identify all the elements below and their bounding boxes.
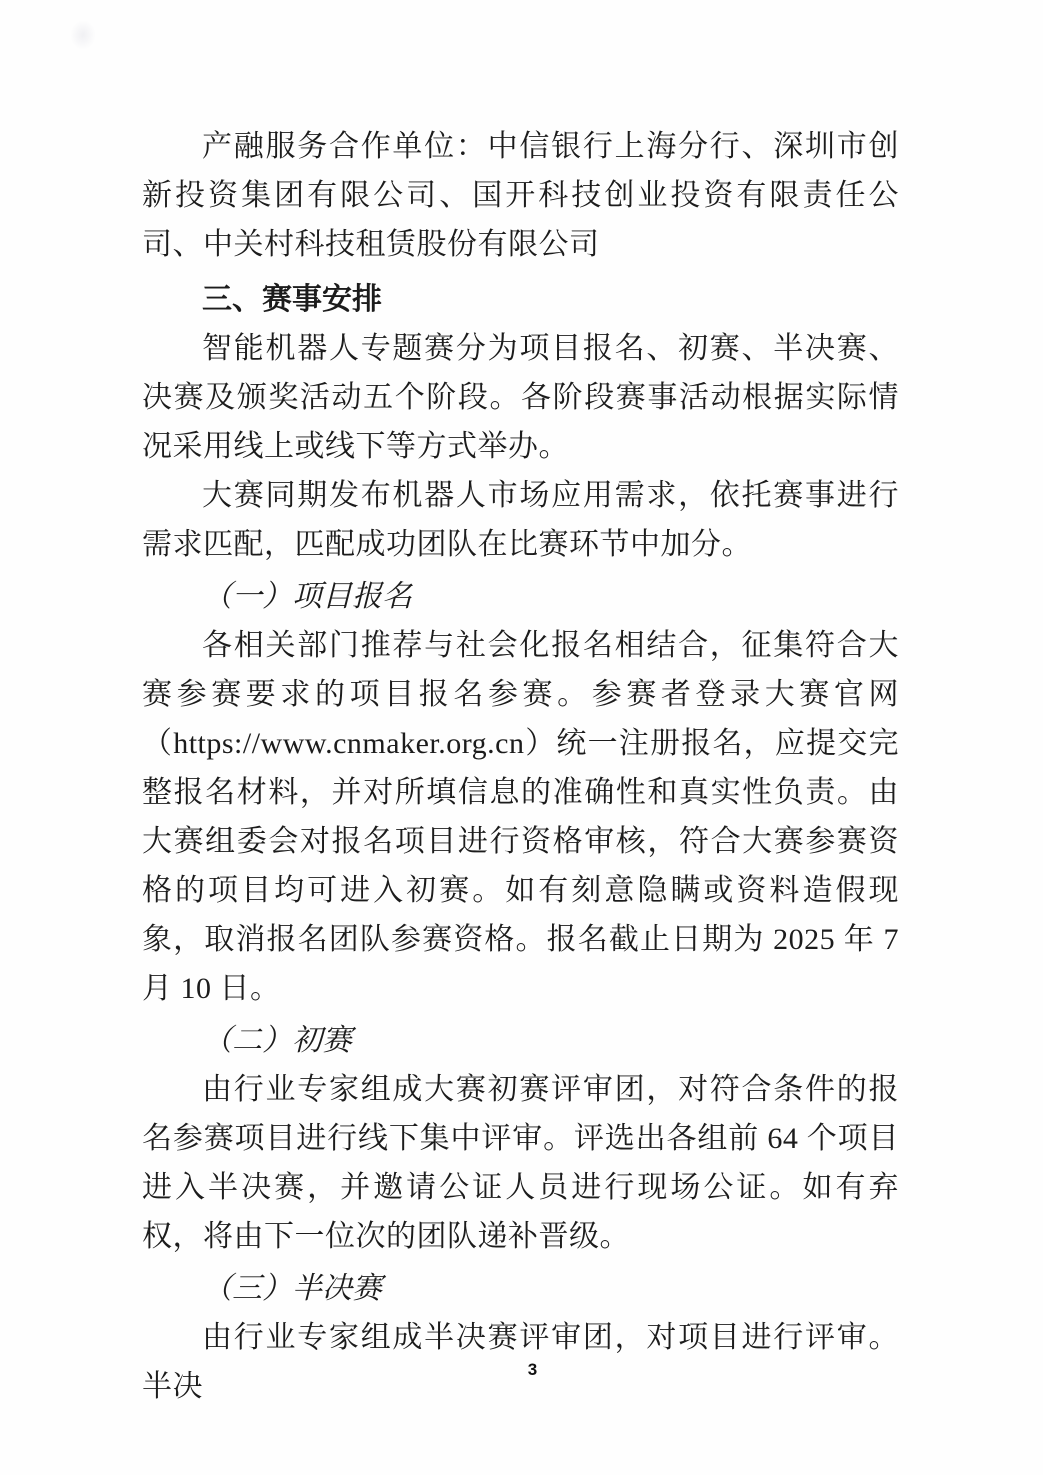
paragraph-market-demand: 大赛同期发布机器人市场应用需求，依托赛事进行需求匹配，匹配成功团队在比赛环节中加分。 [142,479,899,561]
paragraph-preliminary-details: 由行业专家组成大赛初赛评审团，对符合条件的报名参赛项目进行线下集中评审。评选出各组前 64 个项目进入半决赛，并邀请公证人员进行现场公证。如有弃权，将由下一位次的团队递补晋级。 [142,1073,899,1253]
subsection-heading-project-registration: （一）项目报名 [202,580,412,613]
subsection-heading-semifinal: （三）半决赛 [202,1272,382,1305]
document-content [142,122,899,1411]
paragraph-registration-details: 各相关部门推荐与社会化报名相结合，征集符合大赛参赛要求的项目报名参赛。参赛者登录大赛官网（https://www.cnmaker.org.cn）统一注册报名，应提交完整报名材料，并对所填信息的准确性和真实性负责。由大赛组委会对报名项目进行资格审核，符合大赛参赛资格的项目均可进入初赛。如有刻意隐瞒或资料造假现象，取消报名团队参赛资格。报名截止日期为 2025 年 7 月 10 日。 [142,629,899,1005]
paragraph-semifinal-details: 由行业专家组成半决赛评审团，对项目进行评审。半决 [142,1321,899,1403]
paragraph-finance-partners: 产融服务合作单位：中信银行上海分行、深圳市创新投资集团有限公司、国开科技创业投资有限责任公司、中关村科技租赁股份有限公司 [142,130,899,261]
paragraph-competition-stages: 智能机器人专题赛分为项目报名、初赛、半决赛、决赛及颁奖活动五个阶段。各阶段赛事活动根据实际情况采用线上或线下等方式举办。 [142,332,899,463]
section-heading-event-arrangement: 三、赛事安排 [202,283,382,316]
subsection-heading-preliminary-round: （二）初赛 [202,1024,352,1057]
page-number: 3 [527,1360,538,1379]
scan-artifact-smudge [70,20,96,50]
page-footer [0,1360,1043,1380]
